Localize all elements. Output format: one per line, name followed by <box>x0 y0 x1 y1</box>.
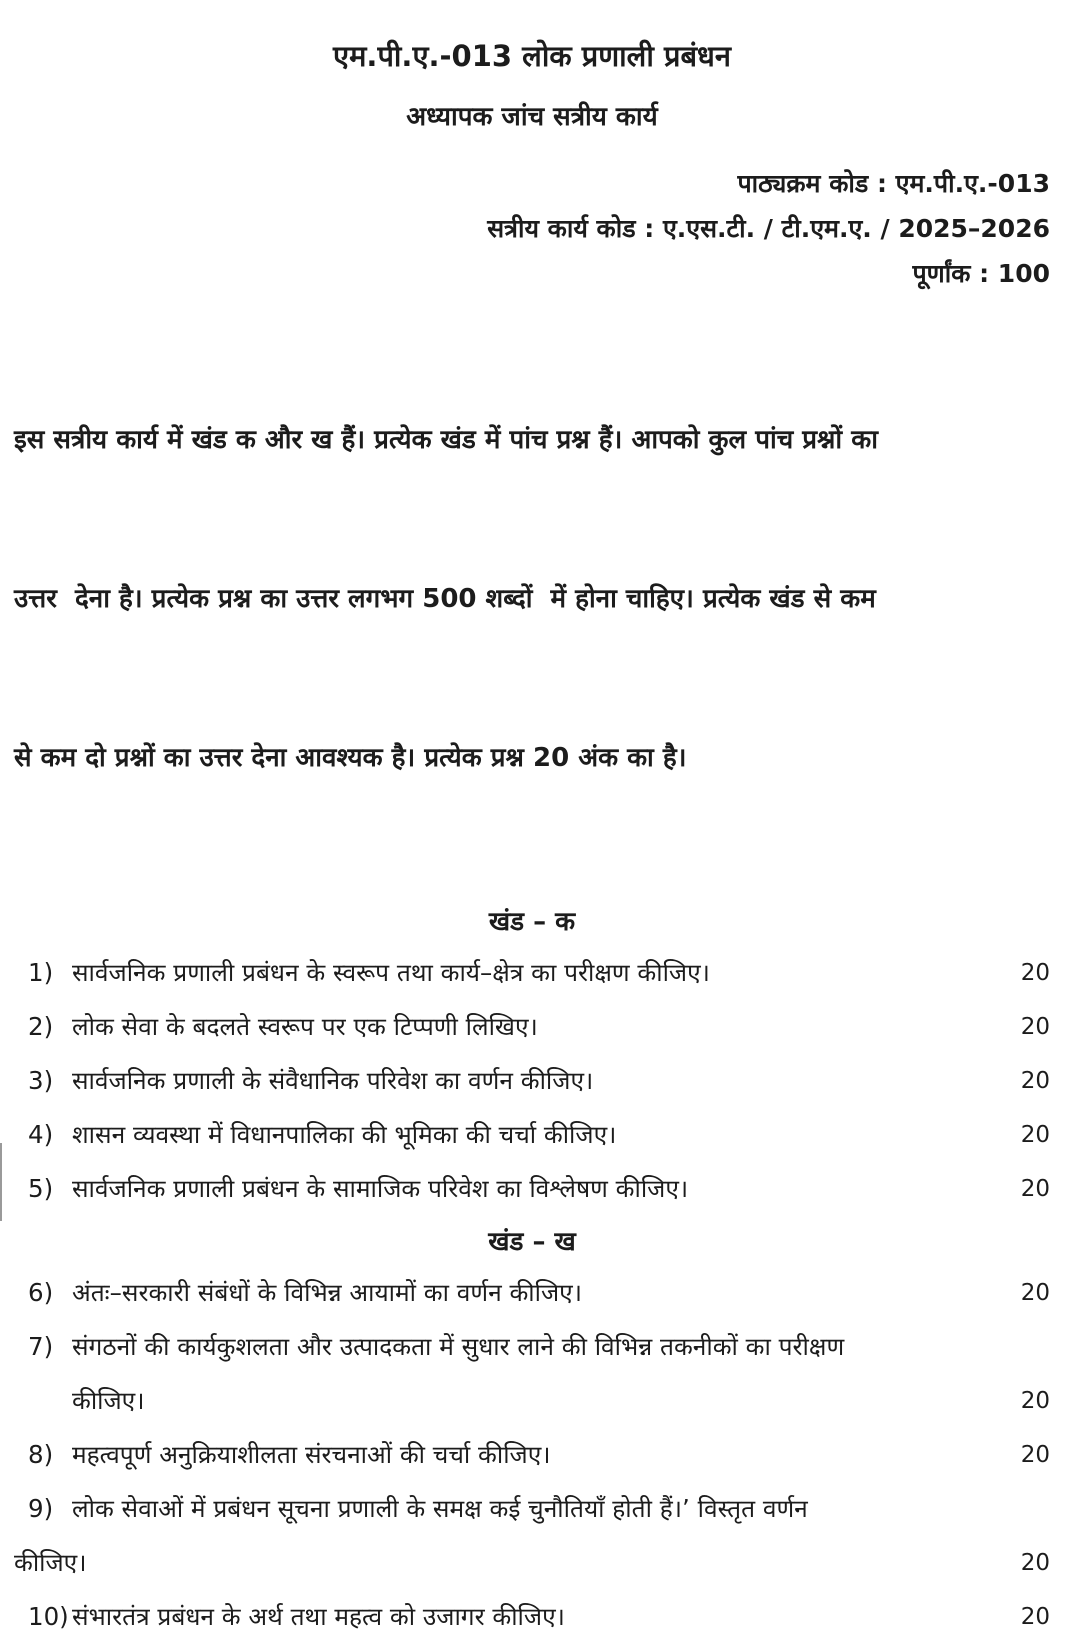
question-4-marks: 20 <box>1020 1122 1050 1148</box>
question-1-text: सार्वजनिक प्रणाली प्रबंधन के स्वरूप तथा कार्य–क्षेत्र का परीक्षण कीजिए। <box>72 958 710 987</box>
question-6-text: अंतः–सरकारी संबंधों के विभिन्न आयामों का वर्णन कीजिए। <box>72 1278 582 1307</box>
course-title: एम.पी.ए.-013 लोक प्रणाली प्रबंधन <box>333 39 731 73</box>
question-8-text: महत्वपूर्ण अनुक्रियाशीलता संरचनाओं की चर्चा कीजिए। <box>72 1440 551 1469</box>
course-code-line: पाठ्यक्रम कोड : एम.पी.ए.-013 <box>737 169 1050 198</box>
question-2-marks: 20 <box>1020 1014 1050 1040</box>
scan-edge-artifact <box>0 1143 2 1221</box>
question-7-text-line-1: संगठनों की कार्यकुशलता और उत्पादकता में सुधार लाने की विभिन्न तकनीकों का परीक्षण <box>72 1332 845 1361</box>
question-6-number: 6) <box>28 1278 54 1307</box>
question-9-number: 9) <box>28 1494 54 1523</box>
question-2 <box>14 1009 1050 1045</box>
question-6 <box>14 1275 1050 1311</box>
question-8 <box>14 1437 1050 1473</box>
question-9 <box>14 1491 1050 1527</box>
question-9-text-line-1: लोक सेवाओं में प्रबंधन सूचना प्रणाली के समक्ष कई चुनौतियाँ होती हैं।’ विस्तृत वर्णन <box>72 1494 808 1523</box>
assignment-code-line: सत्रीय कार्य कोड : ए.एस.टी. / टी.एम.ए. / 2025–2026 <box>487 214 1050 243</box>
question-7-number: 7) <box>28 1332 54 1361</box>
question-10-text: संभारतंत्र प्रबंधन के अर्थ तथा महत्व को उजागर कीजिए। <box>72 1602 565 1631</box>
question-2-number: 2) <box>28 1012 54 1041</box>
question-1-marks: 20 <box>1020 960 1050 986</box>
instructions-line-1: इस सत्रीय कार्य में खंड क और ख हैं। प्रत्येक खंड में पांच प्रश्न हैं। आपको कुल पांच प्रश्नों का <box>14 425 878 455</box>
section-b-heading: खंड – ख <box>488 1227 576 1257</box>
section-a-heading: खंड – क <box>488 907 576 937</box>
question-2-text: लोक सेवा के बदलते स्वरूप पर एक टिप्पणी लिखिए। <box>72 1012 538 1041</box>
course-meta-block <box>14 161 1050 296</box>
question-5-number: 5) <box>28 1174 54 1203</box>
question-3-text: सार्वजनिक प्रणाली के संवैधानिक परिवेश का वर्णन कीजिए। <box>72 1066 594 1095</box>
question-1 <box>14 955 1050 991</box>
question-7-marks: 20 <box>1020 1388 1050 1414</box>
question-10-number: 10) <box>28 1602 69 1631</box>
question-10-marks: 20 <box>1020 1604 1050 1630</box>
question-5 <box>14 1171 1050 1207</box>
question-4 <box>14 1117 1050 1153</box>
question-10 <box>14 1599 1050 1635</box>
question-7-text-line-2: कीजिए। <box>72 1386 145 1415</box>
question-9-text-line-2: कीजिए। <box>14 1548 87 1577</box>
question-1-number: 1) <box>28 958 54 987</box>
question-7-continuation <box>14 1383 1050 1419</box>
question-7 <box>14 1329 1050 1365</box>
question-4-text: शासन व्यवस्था में विधानपालिका की भूमिका की चर्चा कीजिए। <box>72 1120 617 1149</box>
question-3-number: 3) <box>28 1066 54 1095</box>
question-3 <box>14 1063 1050 1099</box>
question-9-marks: 20 <box>1020 1550 1050 1576</box>
assignment-subtitle: अध्यापक जांच सत्रीय कार्य <box>406 102 658 132</box>
question-5-marks: 20 <box>1020 1176 1050 1202</box>
question-9-continuation <box>14 1545 1050 1581</box>
question-8-marks: 20 <box>1020 1442 1050 1468</box>
question-4-number: 4) <box>28 1120 54 1149</box>
instructions-paragraph <box>14 308 1050 891</box>
question-6-marks: 20 <box>1020 1280 1050 1306</box>
instructions-line-2: उत्तर देना है। प्रत्येक प्रश्न का उत्तर लगभग 500 शब्दों में होना चाहिए। प्रत्येक खंड से कम <box>14 584 876 614</box>
question-8-number: 8) <box>28 1440 54 1469</box>
question-5-text: सार्वजनिक प्रणाली प्रबंधन के सामाजिक परिवेश का विश्लेषण कीजिए। <box>72 1174 689 1203</box>
instructions-line-3: से कम दो प्रश्नों का उत्तर देना आवश्यक है। प्रत्येक प्रश्न 20 अंक का है। <box>14 743 687 773</box>
question-3-marks: 20 <box>1020 1068 1050 1094</box>
max-marks-line: पूर्णांक : 100 <box>912 259 1050 288</box>
